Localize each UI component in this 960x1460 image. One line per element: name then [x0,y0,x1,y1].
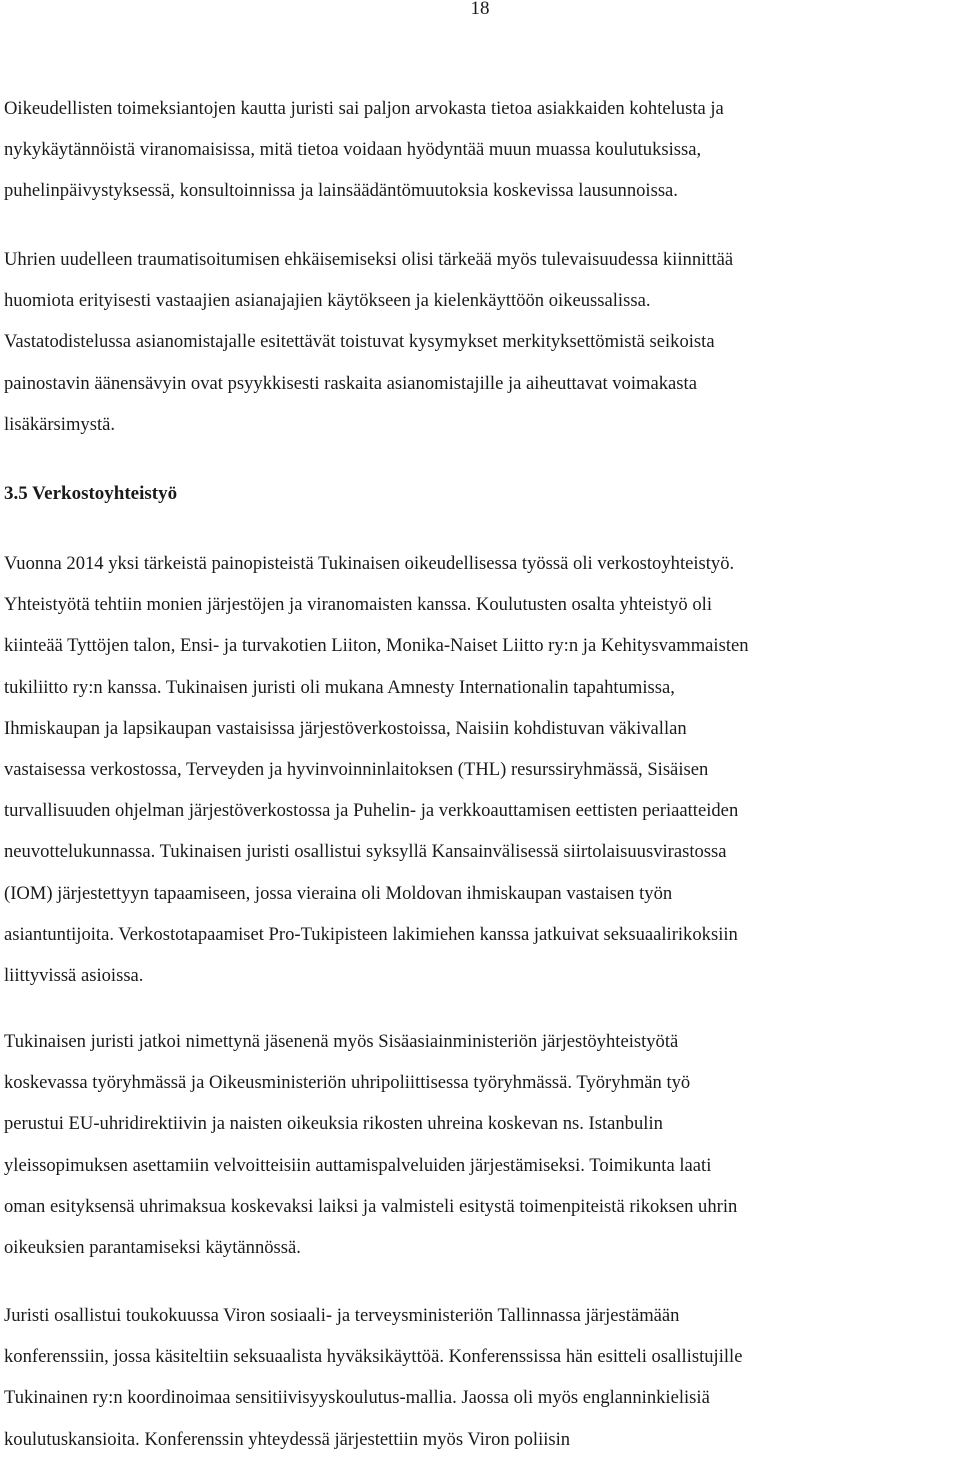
paragraph-line: nykykäytännöistä viranomaisissa, mitä tietoa voidaan hyödyntää muun muassa koulutuksissa, [4,139,702,161]
paragraph-line: puhelinpäivystyksessä, konsultoinnissa ja lainsäädäntömuutoksia koskevissa lausunnoissa. [4,180,678,202]
paragraph-line: tukiliitto ry:n kanssa. Tukinaisen juristi oli mukana Amnesty Internationalin tapahtumissa, [4,676,675,698]
paragraph-line: liittyvissä asioissa. [4,964,144,986]
paragraph-5 [4,1295,742,1460]
paragraph-line: asiantuntijoita. Verkostotapaamiset Pro-Tukipisteen lakimiehen kanssa jatkuivat seksuaalirikoksiin [4,923,738,945]
paragraph-line: painostavin äänensävyin ovat psyykkisesti raskaita asianomistajille ja aiheuttavat voimakasta [4,372,697,394]
paragraph-4 [4,1021,737,1268]
paragraph-line: lisäkärsimystä. [4,413,116,435]
paragraph-line: Uhrien uudelleen traumatisoitumisen ehkäisemiseksi olisi tärkeää myös tulevaisuudessa kiinnittää [4,249,734,270]
paragraph-2 [4,239,733,445]
paragraph-line: kiinteää Tyttöjen talon, Ensi- ja turvakotien Liiton, Monika-Naiset Liitto ry:n ja Kehitysvammaisten [4,635,749,657]
paragraph-line: (IOM) järjestettyyn tapaamiseen, jossa vieraina oli Moldovan ihmiskaupan vastaisen työn [4,882,673,904]
paragraph-line: oikeuksien parantamiseksi käytännössä. [4,1236,301,1258]
paragraph-line: Tukinainen ry:n koordinoimaa sensitiivisyyskoulutus-mallia. Jaossa oli myös englanninkielisiä [4,1387,710,1409]
paragraph-line: Vuonna 2014 yksi tärkeistä painopisteistä Tukinaisen oikeudellisessa työssä oli verkostoyhteistyö. [4,553,735,574]
paragraph-line: Yhteistyötä tehtiin monien järjestöjen ja viranomaisten kanssa. Koulutusten osalta yhteistyö oli [4,594,712,616]
paragraph-line: huomiota erityisesti vastaajien asianajajien käytökseen ja kielenkäyttöön oikeussalissa. [4,290,651,312]
paragraph-line: neuvottelukunnassa. Tukinaisen juristi osallistui syksyllä Kansainvälisessä siirtolaisuusvirastossa [4,841,727,863]
paragraph-line: yleissopimuksen asettamiin velvoitteisiin auttamispalveluiden järjestämiseksi. Toimikunta laati [4,1154,712,1176]
paragraph-line: turvallisuuden ohjelman järjestöverkostossa ja Puhelin- ja verkkoauttamisen eettisten periaatteiden [4,800,739,822]
paragraph-line: koskevassa työryhmässä ja Oikeusministeriön uhripoliittisessa työryhmässä. Työryhmän työ [4,1072,691,1094]
paragraph-line: Vastatodistelussa asianomistajalle esitettävät toistuvat kysymykset merkityksettömistä seikoista [4,331,715,353]
paragraph-line: koulutuskansioita. Konferenssin yhteydessä järjestettiin myös Viron poliisin [4,1428,571,1450]
paragraph-line: Tukinaisen juristi jatkoi nimettynä jäsenenä myös Sisäasiainministeriön järjestöyhteistyötä [4,1031,679,1052]
paragraph-line: Juristi osallistui toukokuussa Viron sosiaali- ja terveysministeriön Tallinnassa järjestämään [4,1305,680,1326]
paragraph-line: Ihmiskaupan ja lapsikaupan vastaisissa järjestöverkostoissa, Naisiin kohdistuvan väkivallan [4,717,687,739]
paragraph-line: Oikeudellisten toimeksiantojen kautta juristi sai paljon arvokasta tietoa asiakkaiden kohtelusta ja [4,98,724,119]
page-number: 18 [470,0,490,19]
paragraph-line: vastaisessa verkostossa, Terveyden ja hyvinvoinninlaitoksen (THL) resurssiryhmässä, Sisäisen [4,758,709,780]
paragraph-1 [4,88,724,212]
paragraph-line: perustui EU-uhridirektiivin ja naisten oikeuksia rikosten uhreina koskevan ns. Istanbulin [4,1113,663,1135]
paragraph-3 [4,543,749,996]
section-heading: 3.5 Verkostoyhteistyö [4,483,178,504]
paragraph-line: oman esityksensä uhrimaksua koskevaksi laiksi ja valmisteli esitystä toimenpiteistä rikoksen uhrin [4,1195,738,1217]
paragraph-line: konferenssiin, jossa käsiteltiin seksuaalista hyväksikäyttöä. Konferenssissa hän esitteli osallistujille [4,1346,743,1368]
